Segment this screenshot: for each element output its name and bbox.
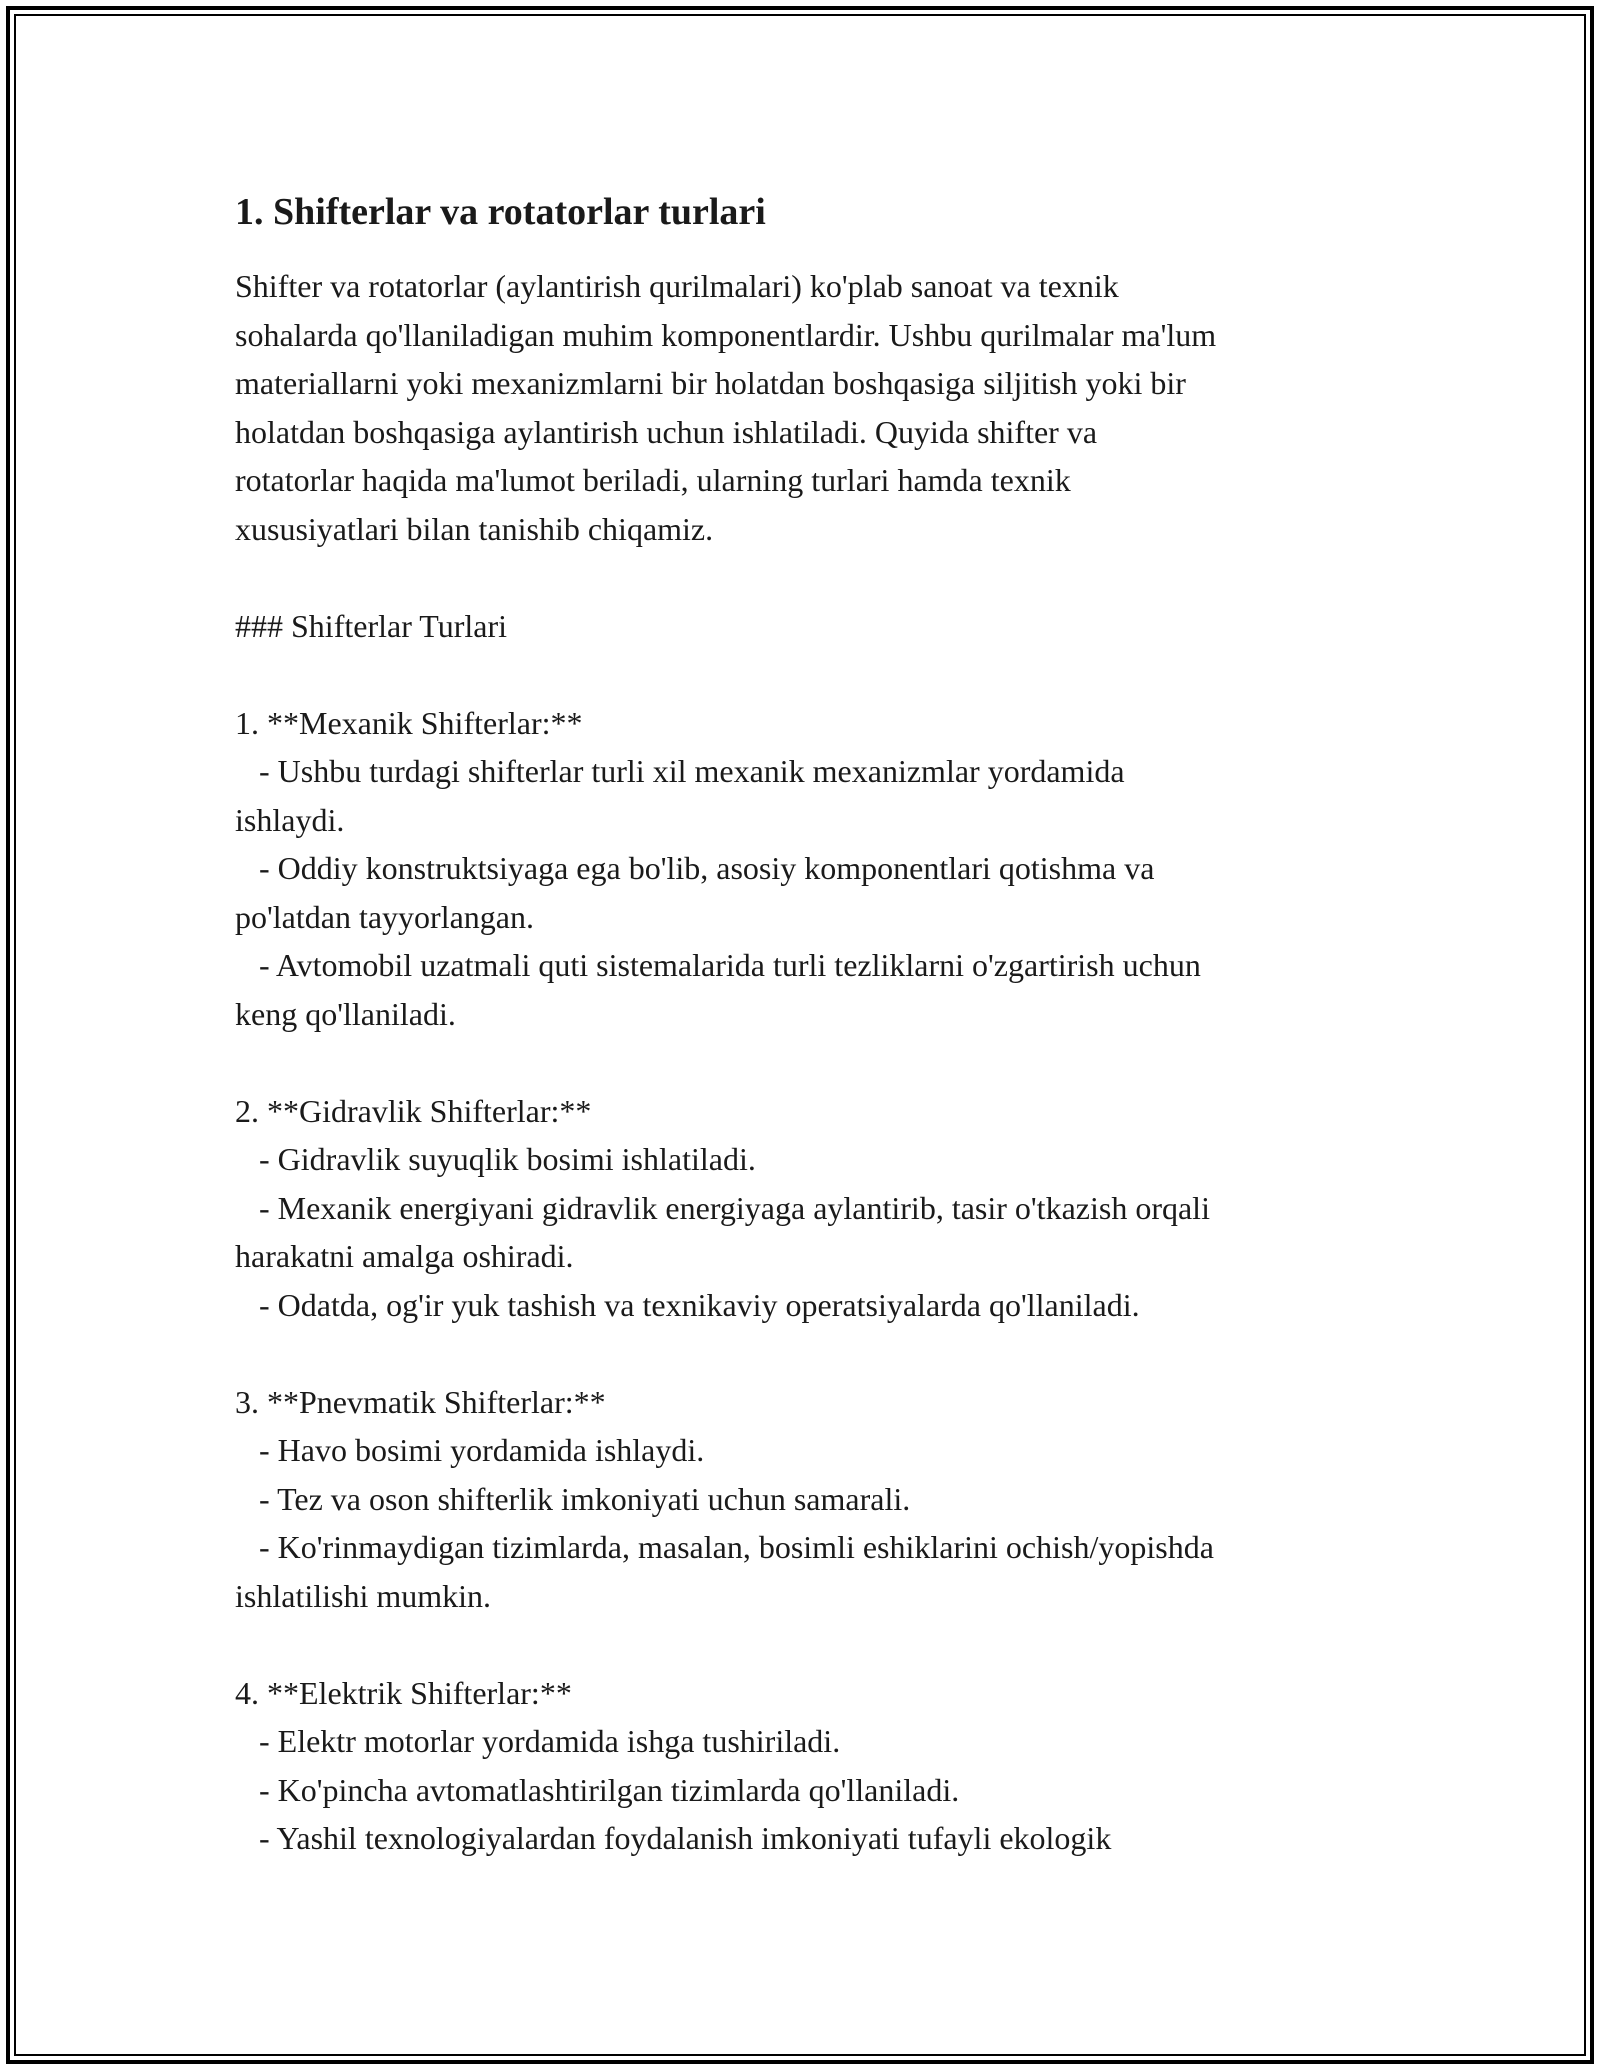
section-heading: ### Shifterlar Turlari	[235, 607, 507, 644]
section-line: - Mexanik energiyani gidravlik energiyaga aylantirib, tasir o'tkazish orqali	[235, 1189, 1210, 1226]
section-line: - Tez va oson shifterlik imkoniyati uchun samarali.	[235, 1480, 911, 1517]
section-line: - Avtomobil uzatmali quti sistemalarida turli tezliklarni o'zgartirish uchun	[235, 947, 1201, 983]
section-line: 1. **Mexanik Shifterlar:**	[235, 704, 583, 741]
paragraph-gap	[235, 1038, 1385, 1087]
section-line: ishlatilishi mumkin.	[235, 1577, 492, 1614]
intro-line: rotatorlar haqida ma'lumot beriladi, ularning turlari hamda texnik	[235, 462, 1071, 498]
section-line: harakatni amalga oshiradi.	[235, 1238, 574, 1274]
section-line: - Ushbu turdagi shifterlar turli xil mexanik mexanizmlar yordamida	[235, 753, 1125, 789]
section-mexanik	[235, 699, 1385, 1039]
document-title: 1. Shifterlar va rotatorlar turlari	[235, 191, 766, 233]
intro-paragraph	[235, 262, 1385, 553]
section-line: po'latdan tayyorlangan.	[235, 898, 534, 935]
paragraph-gap	[235, 1329, 1385, 1378]
intro-line: holatdan boshqasiga aylantirish uchun ishlatiladi. Quyida shifter va	[235, 413, 1098, 450]
section-line: - Yashil texnologiyalardan foydalanish imkoniyati tufayli ekologik	[235, 1820, 1112, 1856]
section-line: keng qo'llaniladi.	[235, 995, 456, 1032]
section-line: - Ko'pincha avtomatlashtirilgan tizimlarda qo'llaniladi.	[235, 1771, 960, 1808]
section-line: - Havo bosimi yordamida ishlaydi.	[235, 1432, 705, 1468]
section-line: - Odatda, og'ir yuk tashish va texnikaviy operatsiyalarda qo'llaniladi.	[235, 1286, 1140, 1323]
paragraph-gap	[235, 650, 1385, 699]
paragraph-gap	[235, 1620, 1385, 1669]
paragraph-gap	[235, 553, 1385, 602]
section-elektrik	[235, 1669, 1385, 1863]
section-line: 4. **Elektrik Shifterlar:**	[235, 1674, 572, 1711]
section-line: - Oddiy konstruktsiyaga ega bo'lib, asosiy komponentlari qotishma va	[235, 850, 1155, 886]
section-line: 3. **Pnevmatik Shifterlar:**	[235, 1383, 606, 1420]
intro-line: xususiyatlari bilan tanishib chiqamiz.	[235, 510, 714, 547]
section-line: 2. **Gidravlik Shifterlar:**	[235, 1092, 592, 1129]
section-line: - Ko'rinmaydigan tizimlarda, masalan, bosimli eshiklarini ochish/yopishda	[235, 1529, 1214, 1565]
section-line: ishlaydi.	[235, 801, 345, 838]
section-line: - Elektr motorlar yordamida ishga tushiriladi.	[235, 1723, 841, 1759]
document-body	[235, 188, 1385, 1863]
section-gidravlik	[235, 1087, 1385, 1330]
section-pnevmatik	[235, 1378, 1385, 1621]
intro-line: materiallarni yoki mexanizmlarni bir holatdan boshqasiga siljitish yoki bir	[235, 365, 1186, 401]
intro-line: Shifter va rotatorlar (aylantirish qurilmalari) ko'plab sanoat va texnik	[235, 268, 1119, 304]
intro-line: sohalarda qo'llaniladigan muhim komponentlardir. Ushbu qurilmalar ma'lum	[235, 316, 1217, 353]
section-line: - Gidravlik suyuqlik bosimi ishlatiladi.	[235, 1141, 756, 1177]
